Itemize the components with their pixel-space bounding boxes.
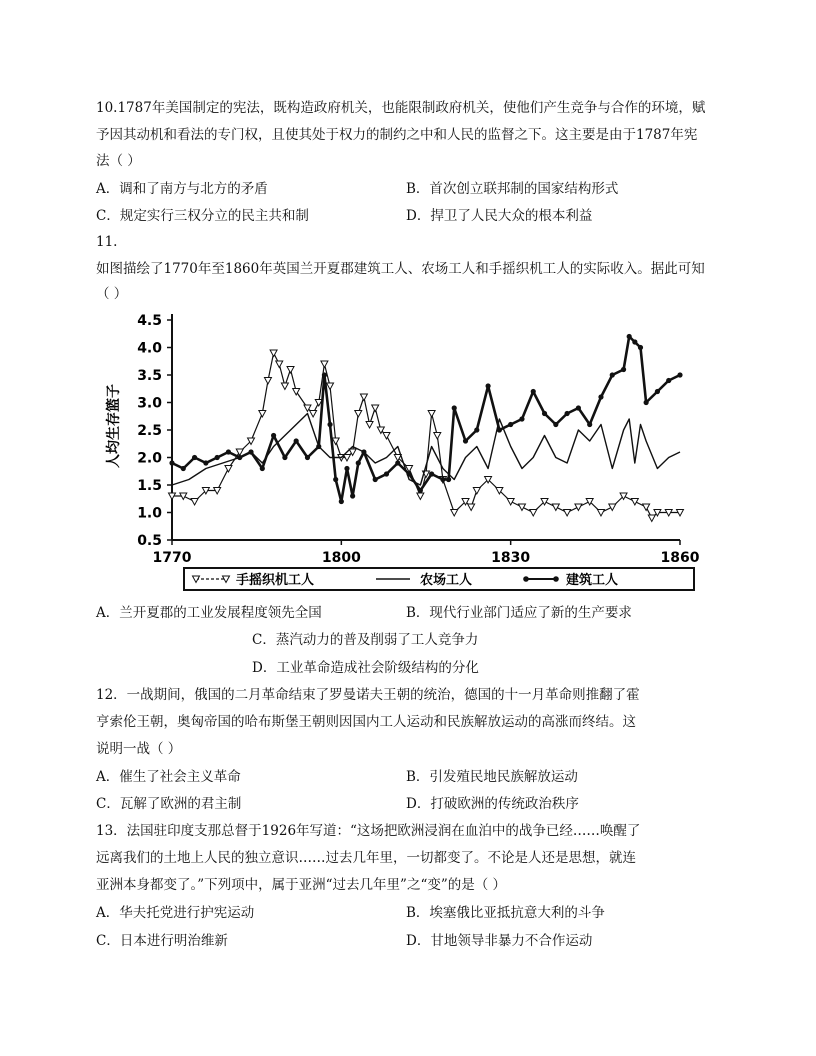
q10-option-b[interactable]: B．首次创立联邦制的国家结构形式 — [406, 181, 619, 197]
x-tick-labels — [153, 550, 700, 566]
y-axis-label: 人均生存篮子 — [106, 384, 122, 468]
y-tick-label: 2.0 — [137, 450, 162, 467]
data-point — [384, 471, 389, 476]
data-point — [339, 499, 344, 504]
y-tick-label: 2.5 — [137, 423, 162, 439]
data-point — [361, 449, 366, 454]
data-point — [373, 477, 378, 482]
x-tick-label: 1830 — [491, 550, 531, 566]
q10-stem-line-2: 予因其动机和看法的专门权，且使其处于权力的制约之中和人民的监督之下。这主要是由于1787年宪 — [96, 127, 698, 143]
data-point — [565, 411, 570, 416]
q10-stem-line-3: 法（ ） — [96, 153, 141, 169]
data-point — [271, 433, 276, 438]
data-point — [203, 460, 208, 465]
data-point — [576, 405, 581, 410]
data-point — [621, 367, 626, 372]
data-point — [270, 350, 277, 357]
chart-series — [169, 334, 684, 522]
data-point — [632, 339, 637, 344]
data-point — [610, 372, 615, 377]
data-point — [282, 455, 287, 460]
data-point — [434, 433, 441, 440]
data-point — [451, 510, 458, 517]
data-point — [519, 416, 524, 421]
data-point — [648, 515, 655, 522]
chart-legend — [184, 568, 694, 590]
data-point — [666, 378, 671, 383]
q13-option-a[interactable]: A．华夫托党进行护宪运动 — [96, 905, 255, 921]
data-point — [677, 372, 682, 377]
data-point — [248, 449, 253, 454]
q10-option-c[interactable]: C．规定实行三权分立的民主共和制 — [96, 208, 309, 224]
data-point — [530, 510, 537, 517]
x-tick-label: 1770 — [152, 550, 192, 566]
data-point — [638, 345, 643, 350]
q12-stem-line-3: 说明一战（ ） — [96, 741, 182, 757]
data-point — [327, 422, 332, 427]
data-point — [428, 411, 435, 418]
q11-option-c[interactable]: C．蒸汽动力的普及削弱了工人竞争力 — [252, 632, 479, 648]
data-point — [366, 422, 373, 429]
data-point — [644, 400, 649, 405]
data-point — [294, 438, 299, 443]
data-point — [474, 427, 479, 432]
q11-number: 11. — [96, 234, 118, 250]
data-point — [276, 361, 283, 368]
data-point — [372, 405, 379, 412]
data-point — [553, 422, 558, 427]
data-point — [468, 504, 475, 511]
data-point — [192, 455, 197, 460]
data-point — [418, 488, 423, 493]
data-point — [327, 383, 334, 390]
y-tick-label: 4.0 — [137, 340, 162, 357]
q12-stem-line-1: 12．一战期间，俄国的二月革命结束了罗曼诺夫王朝的统治，德国的十一月革命则推翻了霍 — [96, 687, 640, 703]
data-point — [321, 361, 328, 368]
data-point — [440, 477, 445, 482]
q12-option-c[interactable]: C．瓦解了欧洲的君主制 — [96, 796, 242, 812]
data-point — [631, 499, 638, 506]
data-point — [333, 477, 338, 482]
data-point — [587, 422, 592, 427]
data-point — [316, 444, 321, 449]
q12-stem-line-2: 亨索伦王朝，奥匈帝国的哈布斯堡王朝则因国内工人运动和民族解放运动的高涨而终结。这 — [96, 714, 636, 730]
data-point — [643, 504, 650, 511]
q12-option-a[interactable]: A．催生了社会主义革命 — [96, 769, 241, 785]
legend-swatch-marker — [553, 576, 559, 582]
legend-label: 农场工人 — [420, 573, 473, 588]
data-point — [507, 499, 514, 506]
data-point — [237, 455, 242, 460]
q13-stem-line-2: 远离我们的土地上人民的独立意识……过去几年里，一切都变了。不论是人还是思想，就连 — [96, 850, 636, 866]
data-point — [360, 394, 367, 401]
q11-option-a[interactable]: A．兰开夏郡的工业发展程度领先全国 — [96, 605, 322, 621]
data-point — [181, 466, 186, 471]
data-point — [264, 378, 271, 385]
income-line-chart — [96, 306, 716, 598]
data-point — [226, 449, 231, 454]
data-point — [446, 477, 451, 482]
q13-option-d[interactable]: D．甘地领导非暴力不合作运动 — [406, 933, 593, 949]
data-point — [225, 466, 232, 473]
data-point — [627, 334, 632, 339]
data-point — [260, 466, 265, 471]
data-point — [598, 394, 603, 399]
q12-option-b[interactable]: B．引发殖民地民族解放运动 — [406, 769, 578, 785]
data-point — [259, 411, 266, 418]
legend-swatch-marker — [523, 576, 529, 582]
data-point — [497, 427, 502, 432]
data-point — [310, 411, 317, 418]
data-point — [552, 504, 559, 511]
data-point — [322, 372, 327, 377]
q12-option-d[interactable]: D．打破欧洲的传统政治秩序 — [406, 796, 579, 812]
data-point — [463, 438, 468, 443]
y-tick-label: 1.0 — [137, 505, 162, 522]
q11-option-d[interactable]: D．工业革命造成社会阶级结构的分化 — [252, 660, 479, 676]
y-tick-label: 3.0 — [137, 395, 162, 412]
q13-stem-line-3: 亚洲本身都变了。”下列项中，属于亚洲“过去几年里”之“变”的是（ ） — [96, 877, 507, 893]
data-point — [452, 405, 457, 410]
data-point — [281, 383, 288, 390]
q11-stem-line-1: 如图描绘了1770年至1860年英国兰开夏郡建筑工人、农场工人和手摇织机工人的实际收入。据此可知 — [96, 261, 705, 277]
data-point — [429, 471, 434, 476]
data-point — [597, 510, 604, 517]
data-point — [191, 499, 198, 506]
q10-option-d[interactable]: D．捍卫了人民大众的根本利益 — [406, 208, 593, 224]
legend-label: 手摇织机工人 — [236, 573, 315, 588]
x-tick-label: 1800 — [321, 550, 361, 566]
y-tick-label: 4.5 — [137, 313, 162, 329]
data-point — [350, 493, 355, 498]
q11-stem-line-2: （ ） — [96, 286, 128, 302]
data-point — [344, 466, 349, 471]
data-point — [356, 460, 361, 465]
data-point — [215, 455, 220, 460]
data-point — [575, 504, 582, 511]
data-point — [417, 493, 424, 500]
data-point — [406, 471, 411, 476]
data-point — [655, 389, 660, 394]
data-point — [518, 504, 525, 511]
x-tick-label: 1860 — [660, 550, 700, 566]
q10-option-a[interactable]: A．调和了南方与北方的矛盾 — [96, 181, 268, 197]
y-tick-label: 1.5 — [137, 478, 162, 494]
data-point — [305, 455, 310, 460]
legend-label: 建筑工人 — [566, 573, 619, 588]
q13-option-b[interactable]: B．埃塞俄比亚抵抗意大利的斗争 — [406, 905, 605, 921]
data-point — [169, 460, 174, 465]
data-point — [542, 411, 547, 416]
data-point — [609, 504, 616, 511]
q13-option-c[interactable]: C．日本进行明治维新 — [96, 933, 228, 949]
data-point — [395, 460, 400, 465]
data-point — [531, 389, 536, 394]
q10-stem-line-1: 10.1787年美国制定的宪法，既构造政府机关，也能限制政府机关，使他们产生竞争与合作的环境，赋 — [96, 100, 706, 116]
q11-option-b[interactable]: B．现代行业部门适应了新的生产要求 — [406, 605, 632, 621]
data-point — [355, 411, 362, 418]
y-tick-label: 3.5 — [137, 368, 162, 384]
q13-stem-line-1: 13．法国驻印度支那总督于1926年写道：“这场把欧洲浸润在血泊中的战争已经……唤醒了 — [96, 823, 641, 839]
data-point — [383, 433, 390, 440]
data-point — [485, 383, 490, 388]
data-point — [287, 367, 294, 374]
y-tick-label: 0.5 — [137, 533, 162, 549]
data-point — [564, 510, 571, 517]
data-point — [508, 422, 513, 427]
y-tick-labels — [137, 313, 162, 549]
data-point — [473, 488, 480, 495]
